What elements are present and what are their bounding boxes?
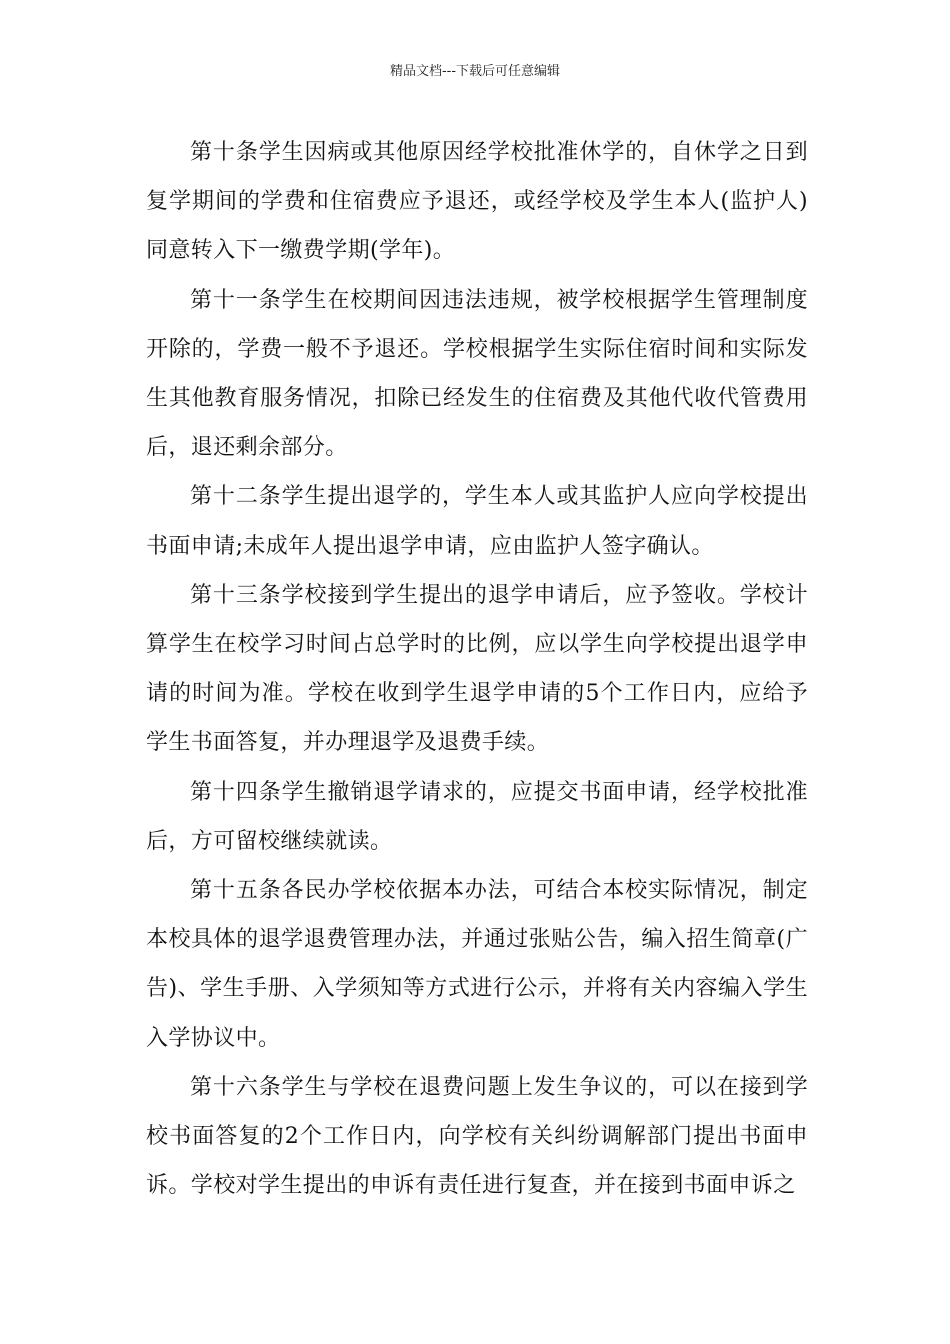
- paragraph-article-14: 第十四条学生撤销退学请求的，应提交书面申请，经学校批准后，方可留校继续就读。: [146, 779, 808, 854]
- paragraph-article-11: 第十一条学生在校期间因违法违规，被学校根据学生管理制度开除的，学费一般不予退还。学校根据学生实际住宿时间和实际发生其他教育服务情况，扣除已经发生的住宿费及其他代收代管费用后，退还剩余部分。: [146, 287, 808, 461]
- paragraph-article-12: 第十二条学生提出退学的，学生本人或其监护人应向学校提出书面申请;未成年人提出退学申请，应由监护人签字确认。: [146, 484, 808, 559]
- paragraph-article-10: 第十条学生因病或其他原因经学校批准休学的，自休学之日到复学期间的学费和住宿费应予退还，或经学校及学生本人(监护人)同意转入下一缴费学期(学年)。: [146, 140, 808, 264]
- document-body: [146, 128, 808, 1210]
- paragraph-article-15: 第十五条各民办学校依据本办法，可结合本校实际情况，制定本校具体的退学退费管理办法，并通过张贴公告，编入招生简章(广告)、学生手册、入学须知等方式进行公示，并将有关内容编入学生入学协议中。: [146, 878, 808, 1051]
- page-header: 精品文档---下载后可任意编辑: [389, 64, 561, 79]
- paragraph-article-16: 第十六条学生与学校在退费问题上发生争议的，可以在接到学校书面答复的2个工作日内，向学校有关纠纷调解部门提出书面申诉。学校对学生提出的申诉有责任进行复查，并在接到书面申诉之: [146, 1074, 808, 1199]
- paragraph-article-13: 第十三条学校接到学生提出的退学申请后，应予签收。学校计算学生在校学习时间占总学时的比例，应以学生向学校提出退学申请的时间为准。学校在收到学生退学申请的5个工作日内，应给予学生书面答复，并办理退学及退费手续。: [146, 582, 808, 756]
